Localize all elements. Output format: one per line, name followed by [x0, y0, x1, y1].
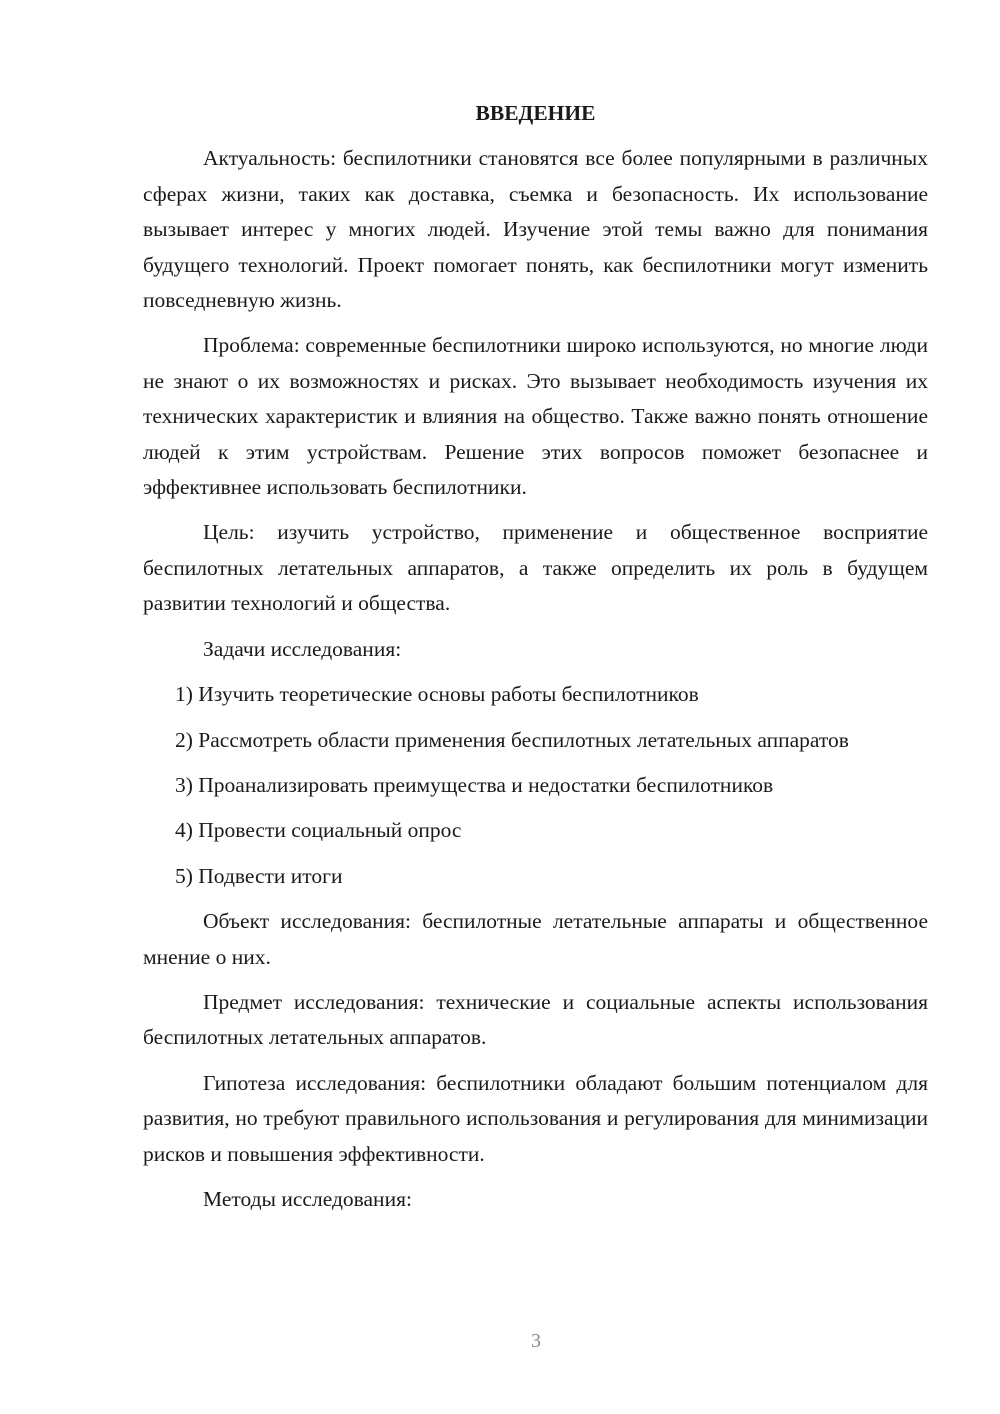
document-body	[143, 96, 928, 1227]
paragraph-subject: Предмет исследования: технические и социальные аспекты использования беспилотных летательных аппаратов.	[143, 989, 928, 1050]
section-title: ВВЕДЕНИЕ	[475, 101, 596, 125]
page-number: 3	[531, 1330, 541, 1352]
paragraph-relevance: Актуальность: беспилотники становятся все более популярными в различных сферах жизни, таких как доставка, съемка и безопасность. Их использование вызывает интерес у многих людей. Изучение этой темы важно для понимания будущего технологий. Проект помогает понять, как беспилотники могут изменить повседневную жизнь.	[143, 146, 928, 313]
paragraph-object: Объект исследования: беспилотные летательные аппараты и общественное мнение о них.	[143, 909, 928, 969]
paragraph-problem: Проблема: современные беспилотники широко используются, но многие люди не знают о их возможностях и рисках. Это вызывает необходимость изучения их технических характеристик и влияния на общество. Также важно понять отношение людей к этим устройствам. Решение этих вопросов поможет безопаснее и эффективнее использовать беспилотники.	[143, 333, 928, 500]
task-item-2: 2) Рассмотреть области применения беспилотных летательных аппаратов	[175, 727, 849, 752]
task-item-3: 3) Проанализировать преимущества и недостатки беспилотников	[175, 772, 774, 797]
paragraph-methods: Методы исследования:	[203, 1186, 412, 1211]
paragraph-hypothesis: Гипотеза исследования: беспилотники обладают большим потенциалом для развития, но требуют правильного использования и регулирования для минимизации рисков и повышения эффективности.	[143, 1070, 928, 1166]
paragraph-goal: Цель: изучить устройство, применение и общественное восприятие беспилотных летательных аппаратов, а также определить их роль в будущем развитии технологий и общества.	[143, 520, 928, 616]
task-item-5: 5) Подвести итоги	[175, 863, 343, 888]
task-item-1: 1) Изучить теоретические основы работы беспилотников	[175, 682, 699, 707]
paragraph-tasks-heading: Задачи исследования:	[203, 636, 402, 661]
task-item-4: 4) Провести социальный опрос	[175, 818, 462, 843]
